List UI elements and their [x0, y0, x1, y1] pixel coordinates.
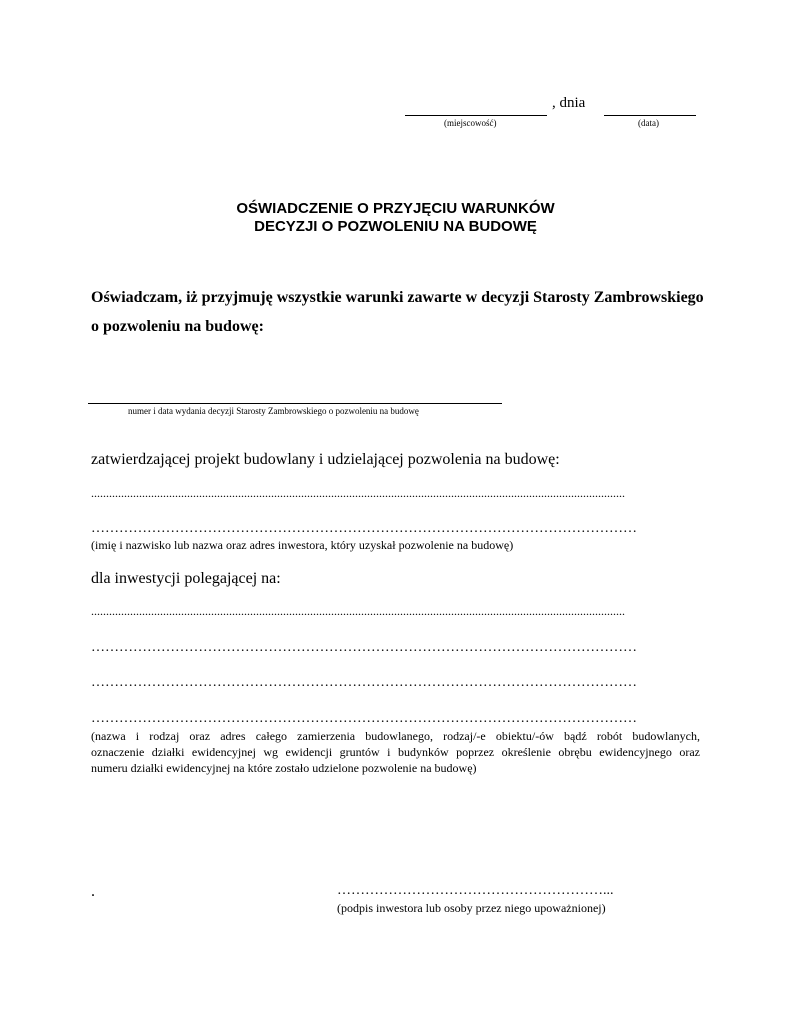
signature-left-dot: . [91, 883, 95, 900]
declaration-line2: o pozwoleniu na budowę: [91, 318, 264, 335]
date-line [604, 115, 696, 116]
place-line [405, 115, 547, 116]
investor-intro: zatwierdzającej projekt budowlany i udzielającej pozwolenia na budowę: [91, 451, 560, 468]
investment-ellipsis-line-2: ……………………………………………………………………………………………………… [91, 676, 637, 690]
document-title-line1: OŚWIADCZENIE O PRZYJĘCIU WARUNKÓW [236, 200, 555, 217]
investment-caption [91, 728, 700, 776]
signature-caption: (podpis inwestora lub osoby przez niego upoważnionej) [337, 901, 606, 915]
investor-dots-line: .................................................................................................................................................................................. [91, 486, 625, 500]
investment-caption-line1: (nazwa i rodzaj oraz adres całego zamierzenia budowlanego, rodzaj/-e obiektu/-ów bądź robót budowlanych, [91, 729, 700, 743]
place-caption: (miejscowość) [444, 118, 497, 128]
date-caption: (data) [638, 118, 659, 128]
decision-number-line [88, 403, 502, 404]
document-title-line2: DECYZJI O POZWOLENIU NA BUDOWĘ [254, 218, 537, 235]
decision-caption: numer i data wydania decyzji Starosty Zambrowskiego o pozwoleniu na budowę [128, 406, 419, 416]
investment-intro: dla inwestycji polegającej na: [91, 570, 281, 587]
investment-caption-line3: numeru działki ewidencyjnej na które zostało udzielone pozwolenie na budowę) [91, 761, 477, 775]
investment-ellipsis-line-3: ……………………………………………………………………………………………………… [91, 712, 637, 726]
investment-ellipsis-line-1: ……………………………………………………………………………………………………… [91, 641, 637, 655]
declaration-line1: Oświadczam, iż przyjmuję wszystkie warunki zawarte w decyzji Starosty Zambrowskiego [91, 289, 704, 306]
investment-dots-line: .................................................................................................................................................................................. [91, 604, 625, 618]
investor-caption: (imię i nazwisko lub nazwa oraz adres inwestora, który uzyskał pozwolenie na budowę) [91, 538, 514, 552]
investment-caption-line2: oznaczenie działki ewidencyjnej wg ewidencji gruntów i budynków poprzez określenie obrębu ewidencyjnego oraz [91, 745, 700, 759]
investor-ellipsis-line: ……………………………………………………………………………………………………… [91, 522, 637, 536]
dnia-label: , dnia [552, 95, 586, 111]
signature-line: …………………………………………………... [337, 883, 614, 898]
